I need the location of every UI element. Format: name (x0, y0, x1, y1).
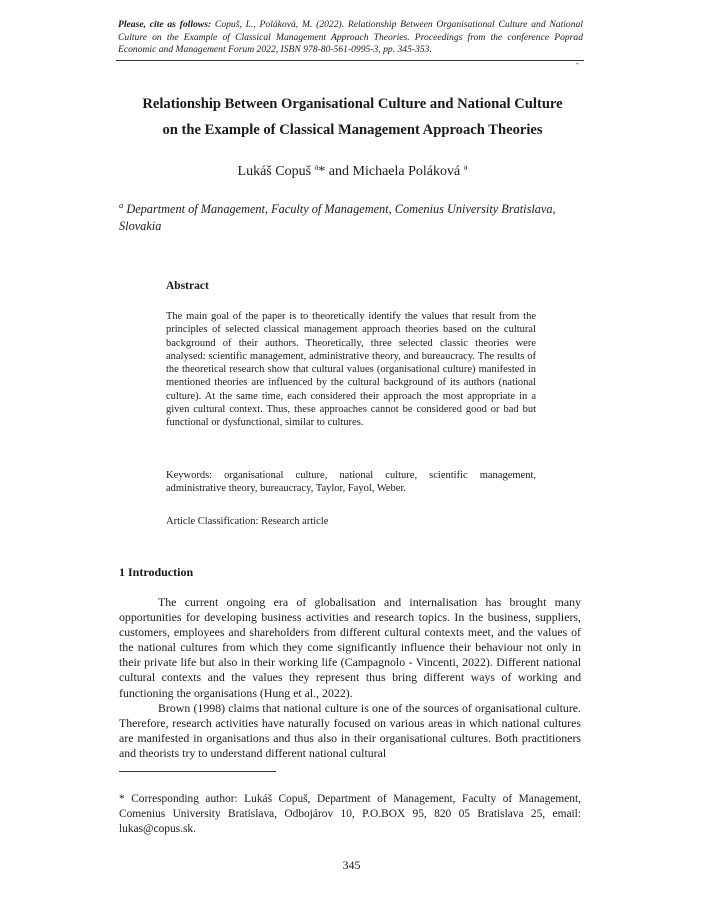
introduction-text (119, 595, 581, 761)
author-connector: and (325, 164, 353, 179)
citation-notice (118, 19, 583, 57)
author-name: Lukáš Copuš (237, 164, 315, 179)
abstract-heading: Abstract (166, 280, 209, 292)
page-number: 345 (342, 858, 361, 872)
header-divider (116, 60, 584, 61)
title-line-2: on the Example of Classical Management Approach Theories (162, 122, 543, 138)
section-heading: 1 Introduction (119, 565, 194, 579)
author-list (110, 163, 595, 181)
title-line-1: Relationship Between Organisational Culture and National Culture (142, 96, 563, 112)
affiliation (119, 201, 581, 234)
keywords: Keywords: organisational culture, national culture, scientific management, administrative theory, bureaucracy, Taylor, Fayol, Weber. (166, 470, 536, 495)
article-classification: Article Classification: Research article (166, 516, 329, 527)
affiliation-text: Department of Management, Faculty of Management, Comenius University Bratislava, Slovakia (119, 202, 556, 233)
citation-text: Copuš, L., Poláková, M. (2022). Relationship Between Organisational Culture and National Culture on the Example of Classical Management Approach Theories. Proceedings from the conference Poprad Economic and Management Forum 2022, ISBN 978-80-561-0995-3, pp. 345-353. (118, 19, 583, 56)
header-mark: - (576, 59, 579, 68)
corresponding-author-mark: * (318, 164, 326, 179)
affiliation-marker: a (119, 199, 124, 210)
paper-title (110, 91, 595, 143)
citation-label: Please, cite as follows: (118, 19, 212, 30)
abstract-body: The main goal of the paper is to theoretically identify the values that result from the principles of selected classical management approach theories based on the cultural background of their authors. Theoretically, three selected classic theories were analysed: scientific management, administrative theory, and bureaucracy. The results of the theoretical research show that cultural values (organisational culture) manifested in mentioned theories are influenced by the cultural background of its authors (national culture). At the same time, each considered their approach the most appropriate in a given cultural context. Thus, these approaches cannot be considered good or bad but functional or dysfunctional, similar to cultures. (166, 311, 536, 429)
affiliation-marker: a (314, 161, 319, 172)
paragraph: The current ongoing era of globalisation and internalisation has brought many opportunities for developing business activities and research topics. In the business, suppliers, customers, employees and shareholders from different cultural contexts meet, and the values of the national cultures from which they come significantly influence their behaviour not only in their private life but also in their working life (Campagnolo - Vincenti, 2022). Different national cultural contexts and the values they represent thus bring different ways of working and functioning the organisations (Hung et al., 2022). (119, 595, 581, 700)
footnote-divider (119, 771, 276, 772)
affiliation-marker: a (463, 161, 468, 172)
footnote: * Corresponding author: Lukáš Copuš, Department of Management, Faculty of Management, Comenius University Bratislava, Odbojárov 10, P.O.BOX 95, 820 05 Bratislava 25, email: lukas@copus.sk. (119, 793, 581, 835)
paragraph: Brown (1998) claims that national culture is one of the sources of organisational culture. Therefore, research activities have naturally focused on various areas in which national cultures are manifested in organisations and thus also in their organisational cultures. Both practitioners and theorists try to understand different national cultural (119, 700, 581, 760)
author-name: Michaela Poláková (352, 164, 464, 179)
